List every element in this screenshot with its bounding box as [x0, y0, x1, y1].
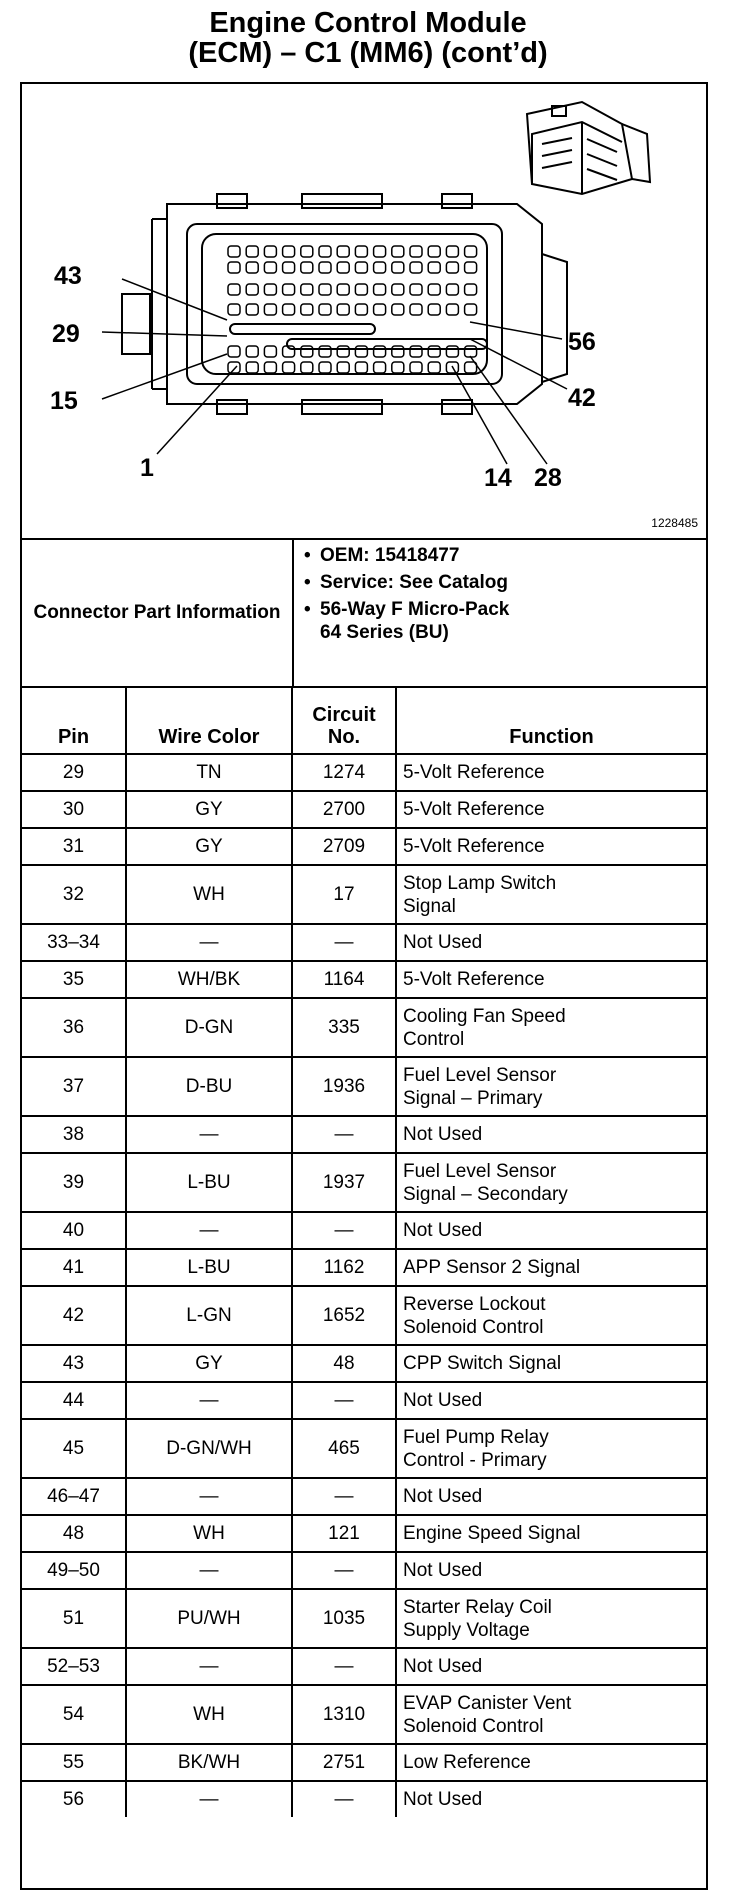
- function-cell: [396, 1419, 706, 1478]
- circuit-cell: 1162: [292, 1249, 396, 1286]
- wire-color-cell: D-GN/WH: [126, 1419, 292, 1478]
- function-cell: [396, 828, 706, 865]
- pin-cavity: [319, 346, 331, 357]
- circuit-cell: —: [292, 924, 396, 961]
- pin-cavity: [319, 262, 331, 273]
- circuit-cell: 2709: [292, 828, 396, 865]
- wire-color-cell: TN: [126, 754, 292, 791]
- pin-cavity: [374, 284, 386, 295]
- wire-color-cell: WH: [126, 1515, 292, 1552]
- pin-cavity: [465, 346, 477, 357]
- function-line: Not Used: [403, 1124, 483, 1145]
- wire-color-cell: —: [126, 1478, 292, 1515]
- function-line: Solenoid Control: [403, 1316, 544, 1338]
- function-line: Low Reference: [403, 1752, 531, 1773]
- table-row: [22, 1116, 706, 1153]
- pin-cavity: [446, 304, 458, 315]
- pin-cell: 37: [22, 1057, 126, 1116]
- pin-cavity: [301, 304, 313, 315]
- wire-color-cell: GY: [126, 828, 292, 865]
- function-cell: [396, 754, 706, 791]
- function-cell: [396, 1153, 706, 1212]
- info-item-oem: • OEM: 15418477: [304, 545, 460, 566]
- function-line: Control - Primary: [403, 1449, 547, 1471]
- callout-56: 56: [568, 328, 596, 356]
- pin-cavity: [319, 304, 331, 315]
- pin-cavity: [264, 346, 276, 357]
- wire-color-cell: GY: [126, 791, 292, 828]
- wire-color-cell: —: [126, 1552, 292, 1589]
- pin-cell: 51: [22, 1589, 126, 1648]
- pin-cavity: [228, 346, 240, 357]
- function-line: Solenoid Control: [403, 1715, 544, 1737]
- table-row: [22, 754, 706, 791]
- connector-info-label: Connector Part Information: [22, 540, 294, 686]
- connector-part-info: [22, 540, 706, 688]
- pin-cavity: [446, 284, 458, 295]
- function-line: Fuel Level Sensor: [403, 1064, 557, 1086]
- pinout-table: [22, 686, 706, 1817]
- pin-cavity: [428, 362, 440, 373]
- function-line: Engine Speed Signal: [403, 1523, 581, 1544]
- function-line: 5-Volt Reference: [403, 762, 545, 783]
- function-line: Not Used: [403, 1486, 483, 1507]
- pin-cell: 36: [22, 998, 126, 1057]
- circuit-cell: 2700: [292, 791, 396, 828]
- function-cell: [396, 1648, 706, 1685]
- callout-15: 15: [50, 387, 78, 415]
- wire-color-cell: D-BU: [126, 1057, 292, 1116]
- pin-cavity: [319, 246, 331, 257]
- pin-cavity: [428, 262, 440, 273]
- wire-color-cell: WH: [126, 865, 292, 924]
- circuit-cell: —: [292, 1648, 396, 1685]
- pin-cavity: [283, 246, 295, 257]
- pin-cavity: [392, 362, 404, 373]
- pin-cavity: [337, 304, 349, 315]
- pin-cavity: [465, 304, 477, 315]
- pin-cavity: [392, 262, 404, 273]
- callout-14: 14: [484, 464, 512, 492]
- function-line: Not Used: [403, 1390, 483, 1411]
- pin-cavity: [228, 362, 240, 373]
- table-row: [22, 1249, 706, 1286]
- pin-cell: 44: [22, 1382, 126, 1419]
- wire-color-cell: —: [126, 1382, 292, 1419]
- pin-cavities: [228, 246, 477, 373]
- table-row: [22, 828, 706, 865]
- pin-cell: 56: [22, 1781, 126, 1817]
- table-row: [22, 1212, 706, 1249]
- function-cell: [396, 1744, 706, 1781]
- pin-cell: 33–34: [22, 924, 126, 961]
- info-item-series: 64 Series (BU): [320, 622, 449, 643]
- pin-cavity: [264, 362, 276, 373]
- pin-cell: 55: [22, 1744, 126, 1781]
- pin-cavity: [228, 284, 240, 295]
- pin-cavity: [301, 346, 313, 357]
- pin-cavity: [392, 284, 404, 295]
- callout-leaders: [102, 279, 567, 464]
- function-cell: [396, 1515, 706, 1552]
- function-line: Signal: [403, 895, 456, 917]
- pin-cell: 42: [22, 1286, 126, 1345]
- pin-cavity: [355, 346, 367, 357]
- circuit-cell: 335: [292, 998, 396, 1057]
- pin-cavity: [228, 246, 240, 257]
- callout-29: 29: [52, 320, 80, 348]
- pin-cell: 48: [22, 1515, 126, 1552]
- pin-cavity: [301, 262, 313, 273]
- pin-cell: 29: [22, 754, 126, 791]
- circuit-cell: 48: [292, 1345, 396, 1382]
- wire-color-cell: L-BU: [126, 1249, 292, 1286]
- table-row: [22, 1685, 706, 1744]
- pin-cavity: [337, 362, 349, 373]
- pin-cell: 38: [22, 1116, 126, 1153]
- pin-cavity: [301, 284, 313, 295]
- wire-color-cell: WH/BK: [126, 961, 292, 998]
- function-line: Not Used: [403, 932, 483, 953]
- table-row: [22, 865, 706, 924]
- header-pin: Pin: [22, 686, 126, 754]
- function-cell: [396, 1781, 706, 1817]
- pin-cavity: [264, 304, 276, 315]
- pin-cavity: [428, 346, 440, 357]
- wire-color-cell: WH: [126, 1685, 292, 1744]
- pin-cavity: [465, 262, 477, 273]
- function-line: Supply Voltage: [403, 1619, 530, 1641]
- pin-cavity: [355, 304, 367, 315]
- function-line: Signal – Secondary: [403, 1183, 568, 1205]
- circuit-cell: 1937: [292, 1153, 396, 1212]
- pin-cavity: [264, 262, 276, 273]
- pin-cavity: [264, 246, 276, 257]
- wire-color-cell: PU/WH: [126, 1589, 292, 1648]
- pin-cavity: [246, 304, 258, 315]
- function-cell: [396, 1345, 706, 1382]
- table-row: [22, 1648, 706, 1685]
- pin-cavity: [355, 246, 367, 257]
- pin-cavity: [337, 246, 349, 257]
- table-row: [22, 1781, 706, 1817]
- header-circuit-no: Circuit No.: [292, 686, 396, 754]
- pin-cavity: [228, 304, 240, 315]
- function-cell: [396, 961, 706, 998]
- function-line: 5-Volt Reference: [403, 799, 545, 820]
- pin-cell: 52–53: [22, 1648, 126, 1685]
- circuit-cell: —: [292, 1552, 396, 1589]
- pin-cell: 39: [22, 1153, 126, 1212]
- function-cell: [396, 1057, 706, 1116]
- pin-cavity: [374, 362, 386, 373]
- pin-cavity: [410, 304, 422, 315]
- circuit-cell: 2751: [292, 1744, 396, 1781]
- pin-cavity: [246, 246, 258, 257]
- callout-1: 1: [140, 454, 154, 482]
- table-row: [22, 1478, 706, 1515]
- pin-cavity: [374, 304, 386, 315]
- pin-cavity: [283, 262, 295, 273]
- pin-cavity: [410, 284, 422, 295]
- pin-cell: 46–47: [22, 1478, 126, 1515]
- pin-cavity: [465, 246, 477, 257]
- pin-cavity: [428, 284, 440, 295]
- table-header-row: [22, 686, 706, 754]
- table-row: [22, 1515, 706, 1552]
- function-line: Reverse Lockout: [403, 1293, 546, 1315]
- circuit-cell: 17: [292, 865, 396, 924]
- function-line: Not Used: [403, 1560, 483, 1581]
- pin-cavity: [246, 362, 258, 373]
- table-row: [22, 1589, 706, 1648]
- connector-drawing: [22, 84, 706, 538]
- function-cell: [396, 1116, 706, 1153]
- table-row: [22, 1345, 706, 1382]
- circuit-cell: —: [292, 1212, 396, 1249]
- pin-cavity: [446, 346, 458, 357]
- wire-color-cell: GY: [126, 1345, 292, 1382]
- circuit-cell: —: [292, 1382, 396, 1419]
- function-line: Stop Lamp Switch: [403, 872, 557, 894]
- connector-info-list: [304, 544, 509, 644]
- pin-cell: 45: [22, 1419, 126, 1478]
- pin-cavity: [283, 304, 295, 315]
- function-cell: [396, 1685, 706, 1744]
- wire-color-cell: —: [126, 1116, 292, 1153]
- pin-cavity: [337, 284, 349, 295]
- pin-cavity: [410, 246, 422, 257]
- pin-cavity: [392, 246, 404, 257]
- wire-color-cell: BK/WH: [126, 1744, 292, 1781]
- title-line-2: (ECM) – C1 (MM6) (cont’d): [188, 37, 548, 69]
- pin-cell: 30: [22, 791, 126, 828]
- circuit-cell: —: [292, 1478, 396, 1515]
- function-cell: [396, 865, 706, 924]
- pin-cell: 31: [22, 828, 126, 865]
- circuit-cell: 1035: [292, 1589, 396, 1648]
- circuit-cell: —: [292, 1116, 396, 1153]
- wire-color-cell: —: [126, 1648, 292, 1685]
- function-line: Signal – Primary: [403, 1087, 543, 1109]
- pin-cavity: [355, 362, 367, 373]
- table-row: [22, 1286, 706, 1345]
- table-row: [22, 1744, 706, 1781]
- pin-cell: 43: [22, 1345, 126, 1382]
- wire-color-cell: —: [126, 1212, 292, 1249]
- function-line: Control: [403, 1028, 465, 1050]
- pin-cavity: [355, 262, 367, 273]
- pin-cavity: [355, 284, 367, 295]
- function-cell: [396, 1552, 706, 1589]
- pin-cavity: [374, 346, 386, 357]
- pin-cavity: [374, 262, 386, 273]
- circuit-cell: 121: [292, 1515, 396, 1552]
- circuit-cell: 1274: [292, 754, 396, 791]
- pin-cavity: [410, 362, 422, 373]
- circuit-cell: 1164: [292, 961, 396, 998]
- pin-cavity: [410, 346, 422, 357]
- function-line: Cooling Fan Speed: [403, 1005, 566, 1027]
- connector-figure: [22, 84, 706, 540]
- circuit-cell: 1652: [292, 1286, 396, 1345]
- title-line-1: Engine Control Module: [209, 7, 527, 39]
- pin-cell: 41: [22, 1249, 126, 1286]
- pin-cavity: [428, 304, 440, 315]
- header-wire-color: Wire Color: [126, 686, 292, 754]
- connector-3d-view: [527, 102, 650, 194]
- pin-cavity: [465, 284, 477, 295]
- wire-color-cell: —: [126, 1781, 292, 1817]
- pin-cavity: [446, 246, 458, 257]
- table-row: [22, 1552, 706, 1589]
- function-cell: [396, 998, 706, 1057]
- pin-cavity: [428, 246, 440, 257]
- function-cell: [396, 1286, 706, 1345]
- table-row: [22, 1419, 706, 1478]
- function-line: EVAP Canister Vent: [403, 1692, 572, 1714]
- table-row: [22, 924, 706, 961]
- circuit-cell: 1310: [292, 1685, 396, 1744]
- table-row: [22, 961, 706, 998]
- pin-cavity: [228, 262, 240, 273]
- callout-28: 28: [534, 464, 562, 492]
- function-cell: [396, 1212, 706, 1249]
- pin-cavity: [246, 262, 258, 273]
- circuit-cell: —: [292, 1781, 396, 1817]
- function-line: 5-Volt Reference: [403, 836, 545, 857]
- pin-cavity: [246, 346, 258, 357]
- function-cell: [396, 791, 706, 828]
- pin-cavity: [246, 284, 258, 295]
- function-line: Fuel Level Sensor: [403, 1160, 557, 1182]
- pin-cavity: [264, 284, 276, 295]
- table-row: [22, 998, 706, 1057]
- header-function: Function: [396, 686, 706, 754]
- connector-sheet: [20, 82, 708, 1890]
- pin-cell: 49–50: [22, 1552, 126, 1589]
- function-cell: [396, 1589, 706, 1648]
- function-line: Not Used: [403, 1656, 483, 1677]
- figure-id: 1228485: [651, 516, 698, 530]
- pin-cavity: [283, 362, 295, 373]
- function-line: Fuel Pump Relay: [403, 1426, 549, 1448]
- circuit-cell: 465: [292, 1419, 396, 1478]
- function-cell: [396, 924, 706, 961]
- pin-cavity: [337, 346, 349, 357]
- function-line: 5-Volt Reference: [403, 969, 545, 990]
- pin-cell: 40: [22, 1212, 126, 1249]
- table-row: [22, 1057, 706, 1116]
- page-title: [0, 8, 736, 68]
- circuit-cell: 1936: [292, 1057, 396, 1116]
- table-row: [22, 1382, 706, 1419]
- wire-color-cell: L-BU: [126, 1153, 292, 1212]
- function-line: Not Used: [403, 1220, 483, 1241]
- function-cell: [396, 1382, 706, 1419]
- pin-cell: 54: [22, 1685, 126, 1744]
- function-line: CPP Switch Signal: [403, 1353, 562, 1374]
- wire-color-cell: D-GN: [126, 998, 292, 1057]
- table-row: [22, 1153, 706, 1212]
- pin-cavity: [301, 362, 313, 373]
- info-item-service: • Service: See Catalog: [304, 572, 508, 593]
- function-line: APP Sensor 2 Signal: [403, 1257, 581, 1278]
- pin-cavity: [319, 362, 331, 373]
- function-cell: [396, 1249, 706, 1286]
- pin-cell: 35: [22, 961, 126, 998]
- pin-cavity: [301, 246, 313, 257]
- function-line: Not Used: [403, 1789, 483, 1810]
- callout-42: 42: [568, 384, 596, 412]
- wire-color-cell: L-GN: [126, 1286, 292, 1345]
- callout-43: 43: [54, 262, 82, 290]
- info-item-type: • 56-Way F Micro-Pack: [304, 599, 510, 620]
- pin-cavity: [446, 262, 458, 273]
- pin-cavity: [392, 346, 404, 357]
- pin-cell: 32: [22, 865, 126, 924]
- function-line: Starter Relay Coil: [403, 1596, 552, 1618]
- pin-cavity: [374, 246, 386, 257]
- function-cell: [396, 1478, 706, 1515]
- pin-cavity: [337, 262, 349, 273]
- table-row: [22, 791, 706, 828]
- pin-cavity: [283, 284, 295, 295]
- pin-cavity: [392, 304, 404, 315]
- pin-cavity: [410, 262, 422, 273]
- pin-cavity: [319, 284, 331, 295]
- wire-color-cell: —: [126, 924, 292, 961]
